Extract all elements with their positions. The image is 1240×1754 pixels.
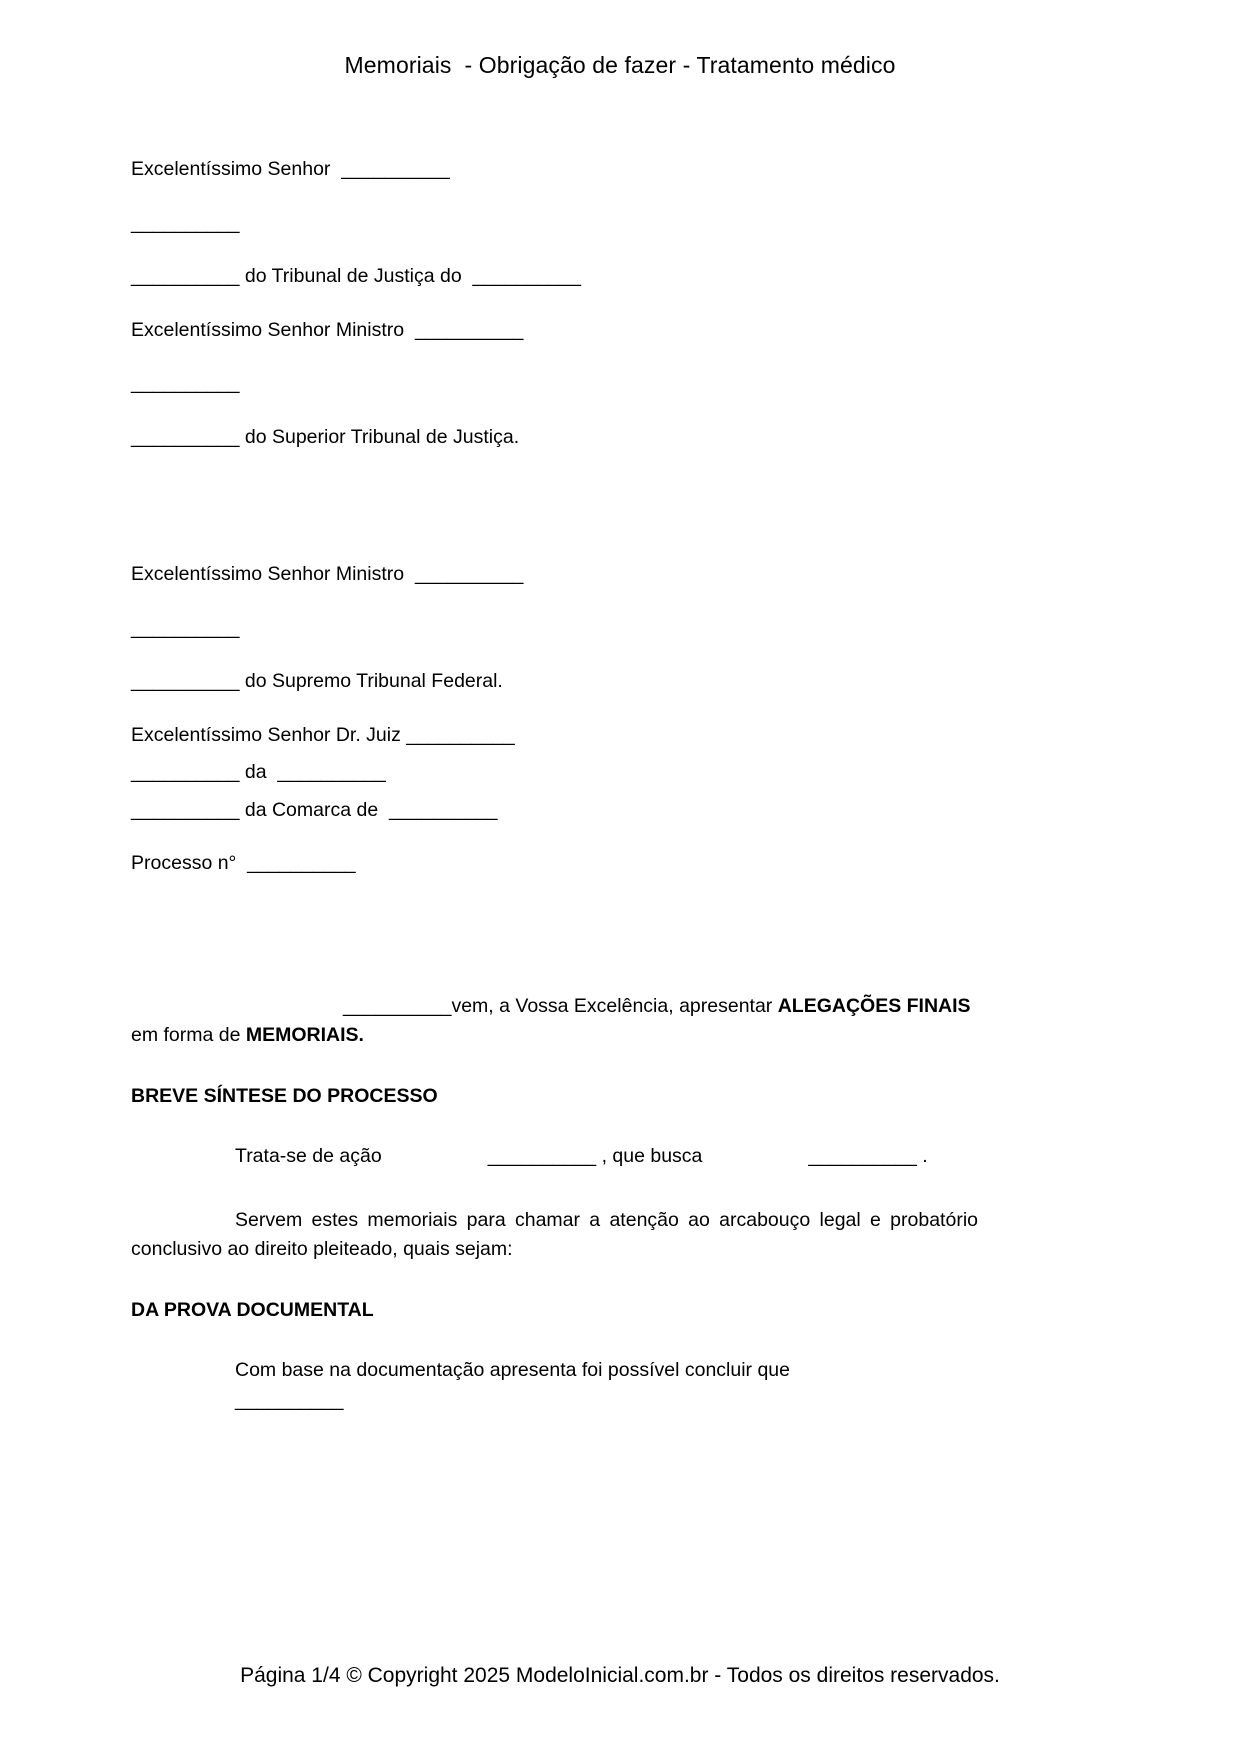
trata-se-text: Trata-se de ação (235, 1145, 382, 1168)
addressing-line-7: Excelentíssimo Senhor Ministro __________ (131, 563, 524, 585)
heading-da-prova-documental: DA PROVA DOCUMENTAL (131, 1299, 374, 1322)
addressing-line-4: Excelentíssimo Senhor Ministro __________ (131, 318, 524, 341)
spacer (131, 692, 978, 726)
memoriais-bold: MEMORIAIS. (245, 1024, 364, 1047)
spacer (131, 874, 978, 992)
heading-breve-sintese: BREVE SÍNTESE DO PROCESSO (131, 1084, 438, 1107)
trata-se-blank-2: __________ (808, 1145, 917, 1168)
spacer (131, 287, 978, 321)
addressing-line-12: __________ da Comarca de __________ (131, 798, 498, 821)
addressing-line-11: __________ da __________ (131, 761, 386, 783)
trata-se-period: . (922, 1145, 928, 1168)
intro-text: vem, a Vossa Excelência, apresentar (451, 994, 778, 1017)
prova-paragraph (131, 1356, 978, 1415)
alegacoes-finais-bold: ALEGAÇÕES FINAIS (777, 994, 971, 1017)
addressing-block (131, 160, 978, 874)
prova-blank: __________ (235, 1389, 344, 1412)
addressing-line-9: __________ do Supremo Tribunal Federal. (131, 670, 503, 692)
trata-se-text-2: , que busca (601, 1145, 703, 1168)
page-footer: Página 1/4 © Copyright 2025 ModeloInicial.com.br - Todos os direitos reservados. (240, 1664, 1000, 1687)
spacer (131, 340, 978, 374)
spacer (131, 180, 978, 214)
intro-blank: __________ (343, 994, 452, 1017)
prova-paragraph-text: Com base na documentação apresenta foi possível concluir que (235, 1359, 790, 1382)
addressing-line-1: Excelentíssimo Senhor __________ (131, 158, 450, 180)
page-title: Memoriais - Obrigação de fazer - Tratamento médico (344, 52, 896, 78)
addressing-line-5: __________ (131, 372, 240, 394)
addressing-line-8: __________ (131, 616, 240, 639)
spacer (131, 1108, 978, 1142)
servem-paragraph (131, 1206, 984, 1265)
trata-se-line (131, 1142, 978, 1172)
spacer (131, 1322, 978, 1356)
servem-paragraph-text: Servem estes memoriais para chamar a atenção ao arcabouço legal e probatório conclusivo ao direito pleiteado, quais sejam: (131, 1208, 984, 1261)
spacer (131, 394, 978, 428)
intro-line2-text: em forma de (131, 1024, 246, 1047)
process-number-line: Processo n° __________ (131, 852, 356, 874)
intro-paragraph (131, 992, 978, 1051)
addressing-line-3: __________ do Tribunal de Justiça do __________ (131, 265, 581, 287)
spacer (131, 1051, 978, 1085)
spacer (131, 447, 978, 565)
trata-se-blank-1: __________ (487, 1145, 597, 1168)
spacer (131, 233, 978, 267)
document-body (131, 158, 984, 1416)
addressing-line-6: __________ do Superior Tribunal de Justiça. (131, 425, 520, 448)
addressing-line-2: __________ (131, 211, 240, 234)
spacer (131, 638, 978, 672)
spacer (131, 585, 978, 619)
spacer (131, 1172, 978, 1206)
spacer (131, 1265, 978, 1299)
addressing-line-10: Excelentíssimo Senhor Dr. Juiz __________ (131, 723, 515, 746)
spacer (131, 820, 978, 854)
spacer (131, 783, 978, 801)
